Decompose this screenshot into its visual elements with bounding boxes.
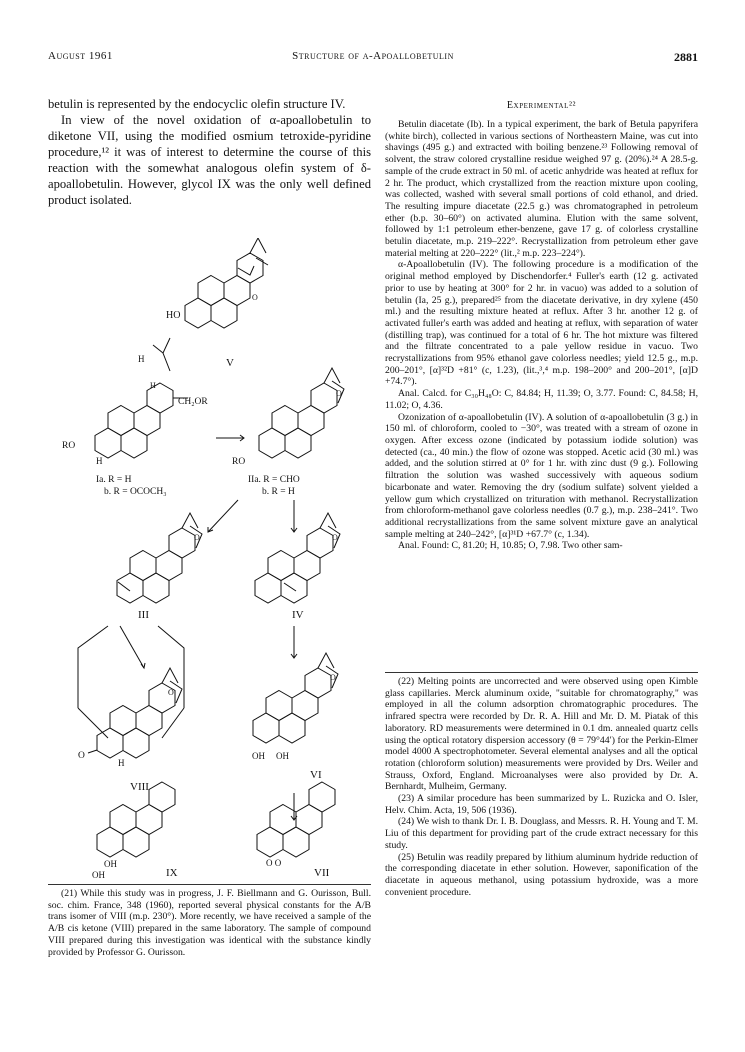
footnote-divider-left <box>48 884 371 885</box>
paragraph-ozonization: Ozonization of α-apoallobetulin (IV). A solution of α-apoallobetulin (3 g.) in 150 ml. of chloroform, cooled to −30°, was treated with a stream of ozone in oxygen. After excess ozone (indicated by potassium iodide solution) was detected (ca., 40 min.) the flow of ozone was stopped. Acetic acid (30 ml.) was added, and the solution stirred at 0° for 1 hr. with zinc dust (9 g.). Following filtration the solution was washed successively with aqueous sodium bicarbonate and water. Removing the dry (sodium sulfate) solvent yielded a yellow gum which crystallized on trituration with methanol. Recrystallization from chloroform-methanol gave colorless needles (0.7 g.), m.p. 238–241°. Two additional recrystallizations from the same solvent mixture gave an analytical sample melting at 240–242°, [α]³¹D +67.7° (c, 1.34). <box>385 411 698 540</box>
header-date: August 1961 <box>48 50 113 62</box>
label-ix: IX <box>166 867 178 879</box>
footnote-23: (23) A similar procedure has been summarized by L. Ruzicka and O. Isler, Helv. Chim. Acta, 19, 506 (1936). <box>385 793 698 816</box>
label-o-viii: O <box>168 688 174 697</box>
paragraph-anal-2: Anal. Found: C, 81.20; H, 10.85; O, 7.98. Two other sam- <box>398 540 623 552</box>
label-ia: Ia. R = H <box>96 475 132 485</box>
paragraph-betulin-diacetate: Betulin diacetate (Ib). In a typical experiment, the bark of Betula papyrifera (white birch), collected in various sections of Northeastern Maine, was cut into shavings (495 g.) and extracted with boiling benzene.²³ Following removal of solvent, the straw colored crystalline residue weighed 97 g. (20%).²⁴ A 28.5-g. sample of the crude extract in 50 ml. of acetic anhydride was heated at reflux for 2 hr. The product, which crystallized from the reaction mixture upon cooling, was collected, washed with several small portions of cold ethanol, and dried. The resulting impure diacetate (22.5 g.) was chromatographed in petroleum ether (b.p. 30–60°) on activated alumina. Elution with the same solvent, followed by 1:1 petroleum ether-benzene, gave 17 g. of colorless crystalline betulin diacetate, m.p. 219–222°. Recrystallization from petroleum ether gave material melting at 220–222° (lit.,² m.p. 223–224°). <box>385 119 698 259</box>
label-h3: H <box>96 456 103 466</box>
structure-v <box>185 238 268 328</box>
label-oo: O O <box>266 858 282 868</box>
structure-ii <box>259 368 344 458</box>
reaction-scheme-lower <box>48 780 371 882</box>
label-ho: HO <box>166 310 181 321</box>
footnote-22: (22) Melting points are uncorrected and were observed using open Kimble glass capillaries. Merck aluminum oxide, "suitable for chromatography," was employed in all the column adsorption chromatographic procedures. The infrared spectra were recorded by Dr. R. A. Hill and Mr. D. M. Piatak of this laboratory. RD measurements were determined in 0.1 dm. annealed quartz cells using the optical rotatory dispersion accessory (θ = 79°44′) for the Perkin-Elmer model 4000 A spectrophotometer. Several elemental analyses and all the optical rotation (chloroform solution) measurements were provided by Drs. Weiler and Strauss, Oxford, England. Microanalyses were also provided by Dr. A. Bernhardt, Mulheim, Germany. <box>385 676 698 793</box>
label-h1: H <box>138 354 145 364</box>
label-vi: VI <box>310 769 322 781</box>
label-iii: III <box>138 609 149 621</box>
label-o-iii: O <box>194 533 200 542</box>
label-oh1: OH <box>252 751 265 761</box>
label-o-v: O <box>252 293 258 302</box>
left-column <box>48 96 371 208</box>
label-viii: VIII <box>130 781 149 793</box>
paragraph-apoallobetulin: α-Apoallobetulin (IV). The following procedure is a modification of the original method employed by Dischendorfer.⁴ Fuller's earth (12 g. activated prior to use by heating at 300° for 2 hr. in vacuo) was added to a solution of betulin (Ia, 25 g.), prepared²⁵ from the diacetate derivative, in dry xylene (450 ml.) and the resulting mixture heated at reflux. After 3 hr. another 12 g. of activated fuller's earth was added and heating at reflux, with separation of water (distilling trap), was continued for a total of 6 hr. The hot mixture was filtered and the filtrate concentrated to a pale yellow residue in vacuo. Two recrystallizations from 95% ethanol gave colorless needles; yield 12.5 g., m.p. 200–201°, [α]³²D +81° (c, 1.23), (lit.,³,⁴ m.p. 198–200° and 200–201°, [α]D +74.7°). <box>385 259 698 388</box>
footnote-21: (21) While this study was in progress, J. F. Biellmann and G. Ourisson, Bull. soc. chim. France, 348 (1960), reported several physical constants for the A/B trans isomer of VIII (m.p. 230°). More recently, we have received a sample of the A/B cis ketone (VIII) prepared in the same laboratory. The sample of compound VIII prepared during this investigation was identical with the substance kindly provided by Professor G. Ourisson. <box>48 888 371 958</box>
page-header <box>48 50 698 66</box>
header-running-title: Structure of α-Apoallobetulin <box>292 50 454 62</box>
footnote-24: (24) We wish to thank Dr. I. B. Douglass, and Messrs. R. H. Young and T. M. Liu of this department for providing part of the crude extract necessary for this study. <box>385 816 698 851</box>
structure-ix <box>97 782 175 857</box>
label-ro1: RO <box>62 441 76 451</box>
structure-iii <box>117 513 202 603</box>
structure-vi <box>253 653 338 743</box>
footnote-25: (25) Betulin was readily prepared by lithium aluminum hydride reduction of the corresponding diacetate in ether solution. However, saponification of the diacetate in aqueous methanol, using potassium hydroxide, was a more convenient procedure. <box>385 851 698 898</box>
label-oh3: OH <box>104 859 117 869</box>
label-vii: VII <box>314 867 330 879</box>
label-ro2: RO <box>232 457 246 467</box>
label-o-ketone: O <box>78 751 85 761</box>
label-oh4: OH <box>92 870 105 880</box>
label-iib: b. R = H <box>262 487 295 497</box>
structure-viii <box>97 668 182 758</box>
right-footnotes <box>385 676 698 898</box>
left-footnotes <box>48 888 371 958</box>
label-o-ii: O <box>336 389 342 398</box>
label-oh2: OH <box>276 751 289 761</box>
label-h4: H <box>118 758 125 768</box>
label-iia: IIa. R = CHO <box>248 475 300 485</box>
paragraph-anal-1: Anal. Calcd. for C₃₀H₄₈O: C, 84.84; H, 11.39; O, 3.77. Found: C, 84.58; H, 11.02; O, 4.36. <box>385 388 698 411</box>
right-column <box>385 96 698 552</box>
experimental-heading: Experimental²² <box>506 100 577 111</box>
structure-vii <box>257 782 335 857</box>
label-v: V <box>226 357 234 369</box>
structure-iv <box>255 513 340 603</box>
label-h2: H <box>150 381 156 390</box>
intro-paragraph-2: In view of the novel oxidation of α-apoallobetulin to diketone VII, using the modified osmium tetroxide-pyridine procedure,¹² it was of interest to determine the course of this reaction with the somewhat analogous olefin system of δ-apoallobetulin. However, glycol IX was the only well defined product isolated. <box>48 113 371 207</box>
label-ib: b. R = OCOCH₃ <box>104 487 167 497</box>
label-o-iv: O <box>332 533 338 542</box>
header-page-number: 2881 <box>674 50 698 64</box>
label-o-vi: O <box>330 673 336 682</box>
footnote-divider-right <box>385 672 698 673</box>
label-ch2or: CH₂OR <box>178 397 208 407</box>
label-iv: IV <box>292 609 304 621</box>
intro-paragraph-1: betulin is represented by the endocyclic olefin structure IV. <box>48 97 346 111</box>
